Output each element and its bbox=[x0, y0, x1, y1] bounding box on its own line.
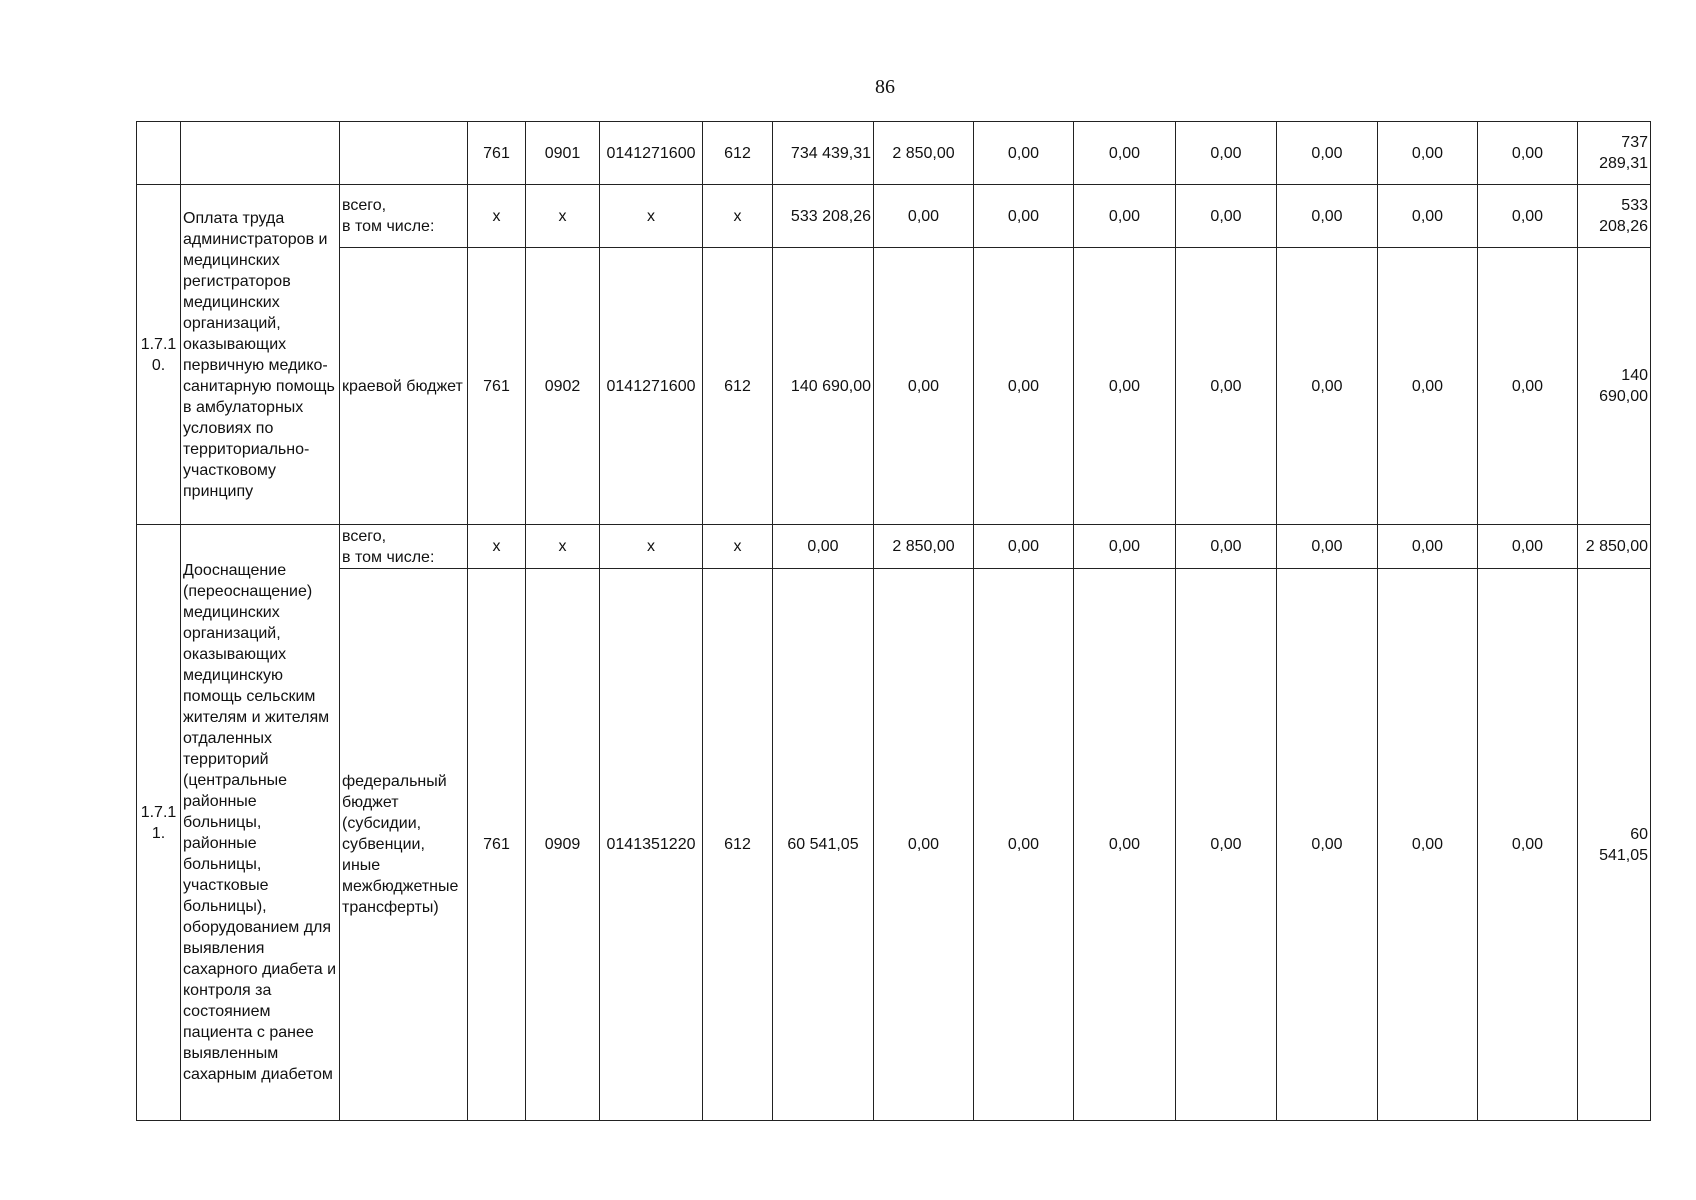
value-cell: 0,00 bbox=[1176, 185, 1277, 248]
source-total-sub-label: в том числе: bbox=[342, 218, 435, 235]
value-cell: 0,00 bbox=[1176, 525, 1277, 569]
table-row bbox=[137, 525, 1651, 569]
table-row bbox=[137, 248, 1651, 525]
value-cell: 0,00 bbox=[1074, 248, 1176, 525]
value-cell: 0,00 bbox=[1378, 122, 1478, 185]
cs-cell: х bbox=[600, 185, 703, 248]
gr-cell: 761 bbox=[468, 248, 526, 525]
table-row bbox=[137, 185, 1651, 248]
value-cell: 0,00 bbox=[1378, 248, 1478, 525]
rz-cell: 0909 bbox=[526, 569, 600, 1121]
value-cell: 0,00 bbox=[1478, 185, 1578, 248]
rz-cell: х bbox=[526, 525, 600, 569]
value-cell: 60 541,05 bbox=[773, 569, 874, 1121]
description-cell: Дооснащение (переоснащение) медицинских организаций, оказывающих медицинскую помощь сельским жителям и жителям отдаленных территорий (центральные районные больницы, районные больницы, участковые больницы), оборудованием для выявления сахарного диабета и контроля за состоянием пациента с ранее выявленным сахарным диабетом bbox=[181, 525, 340, 1121]
index-cell: 1.7.11. bbox=[137, 525, 181, 1121]
value-cell: 2 850,00 bbox=[874, 122, 974, 185]
value-cell: 0,00 bbox=[874, 185, 974, 248]
gr-cell: 761 bbox=[468, 122, 526, 185]
value-cell: 0,00 bbox=[974, 569, 1074, 1121]
value-cell: 0,00 bbox=[874, 248, 974, 525]
value-cell: 0,00 bbox=[1378, 569, 1478, 1121]
index-cell: 1.7.10. bbox=[137, 185, 181, 525]
source-cell bbox=[340, 185, 468, 248]
value-cell: 0,00 bbox=[1378, 185, 1478, 248]
total-cell: 60 541,05 bbox=[1578, 569, 1651, 1121]
value-cell: 0,00 bbox=[1074, 569, 1176, 1121]
value-cell: 0,00 bbox=[874, 569, 974, 1121]
gr-cell: 761 bbox=[468, 569, 526, 1121]
value-cell: 0,00 bbox=[1176, 569, 1277, 1121]
rz-cell: 0901 bbox=[526, 122, 600, 185]
description-cell bbox=[181, 122, 340, 185]
total-cell: 140 690,00 bbox=[1578, 248, 1651, 525]
value-cell: 0,00 bbox=[773, 525, 874, 569]
value-cell: 0,00 bbox=[1176, 122, 1277, 185]
value-cell: 0,00 bbox=[1074, 122, 1176, 185]
value-cell: 0,00 bbox=[1176, 248, 1277, 525]
value-cell: 0,00 bbox=[974, 185, 1074, 248]
value-cell: 0,00 bbox=[1277, 525, 1378, 569]
vr-cell: 612 bbox=[703, 248, 773, 525]
cs-cell: 0141351220 bbox=[600, 569, 703, 1121]
source-total-label: всего, bbox=[342, 197, 387, 214]
value-cell: 0,00 bbox=[1074, 525, 1176, 569]
value-cell: 0,00 bbox=[1277, 122, 1378, 185]
vr-cell: х bbox=[703, 185, 773, 248]
value-cell: 0,00 bbox=[1277, 185, 1378, 248]
value-cell: 0,00 bbox=[1277, 569, 1378, 1121]
value-cell: 734 439,31 bbox=[773, 122, 874, 185]
description-cell: Оплата труда администраторов и медицинских регистраторов медицинских организаций, оказывающих первичную медико-санитарную помощь в амбулаторных условиях по территориально-участковому принципу bbox=[181, 185, 340, 525]
value-cell: 0,00 bbox=[1478, 248, 1578, 525]
value-cell: 0,00 bbox=[974, 122, 1074, 185]
value-cell: 0,00 bbox=[1478, 122, 1578, 185]
vr-cell: х bbox=[703, 525, 773, 569]
source-total-label: всего, bbox=[342, 527, 387, 545]
source-cell: федеральный бюджет (субсидии, субвенции, иные межбюджетные трансферты) bbox=[340, 569, 468, 1121]
index-cell bbox=[137, 122, 181, 185]
source-total-sub-label: в том числе: bbox=[342, 548, 435, 566]
rz-cell: 0902 bbox=[526, 248, 600, 525]
gr-cell: х bbox=[468, 525, 526, 569]
source-cell bbox=[340, 525, 468, 569]
value-cell: 533 208,26 bbox=[773, 185, 874, 248]
value-cell: 0,00 bbox=[974, 525, 1074, 569]
cs-cell: 0141271600 bbox=[600, 122, 703, 185]
value-cell: 0,00 bbox=[1378, 525, 1478, 569]
total-cell: 533 208,26 bbox=[1578, 185, 1651, 248]
table-row bbox=[137, 122, 1651, 185]
budget-table bbox=[136, 121, 1651, 1121]
vr-cell: 612 bbox=[703, 122, 773, 185]
value-cell: 0,00 bbox=[1478, 525, 1578, 569]
gr-cell: х bbox=[468, 185, 526, 248]
page-number: 86 bbox=[875, 76, 895, 98]
total-cell: 737 289,31 bbox=[1578, 122, 1651, 185]
cs-cell: 0141271600 bbox=[600, 248, 703, 525]
table-row bbox=[137, 569, 1651, 1121]
value-cell: 0,00 bbox=[1074, 185, 1176, 248]
value-cell: 0,00 bbox=[1277, 248, 1378, 525]
value-cell: 0,00 bbox=[974, 248, 1074, 525]
value-cell: 0,00 bbox=[1478, 569, 1578, 1121]
rz-cell: х bbox=[526, 185, 600, 248]
value-cell: 140 690,00 bbox=[773, 248, 874, 525]
vr-cell: 612 bbox=[703, 569, 773, 1121]
total-cell: 2 850,00 bbox=[1578, 525, 1651, 569]
source-cell bbox=[340, 122, 468, 185]
cs-cell: х bbox=[600, 525, 703, 569]
value-cell: 2 850,00 bbox=[874, 525, 974, 569]
source-cell: краевой бюджет bbox=[340, 248, 468, 525]
